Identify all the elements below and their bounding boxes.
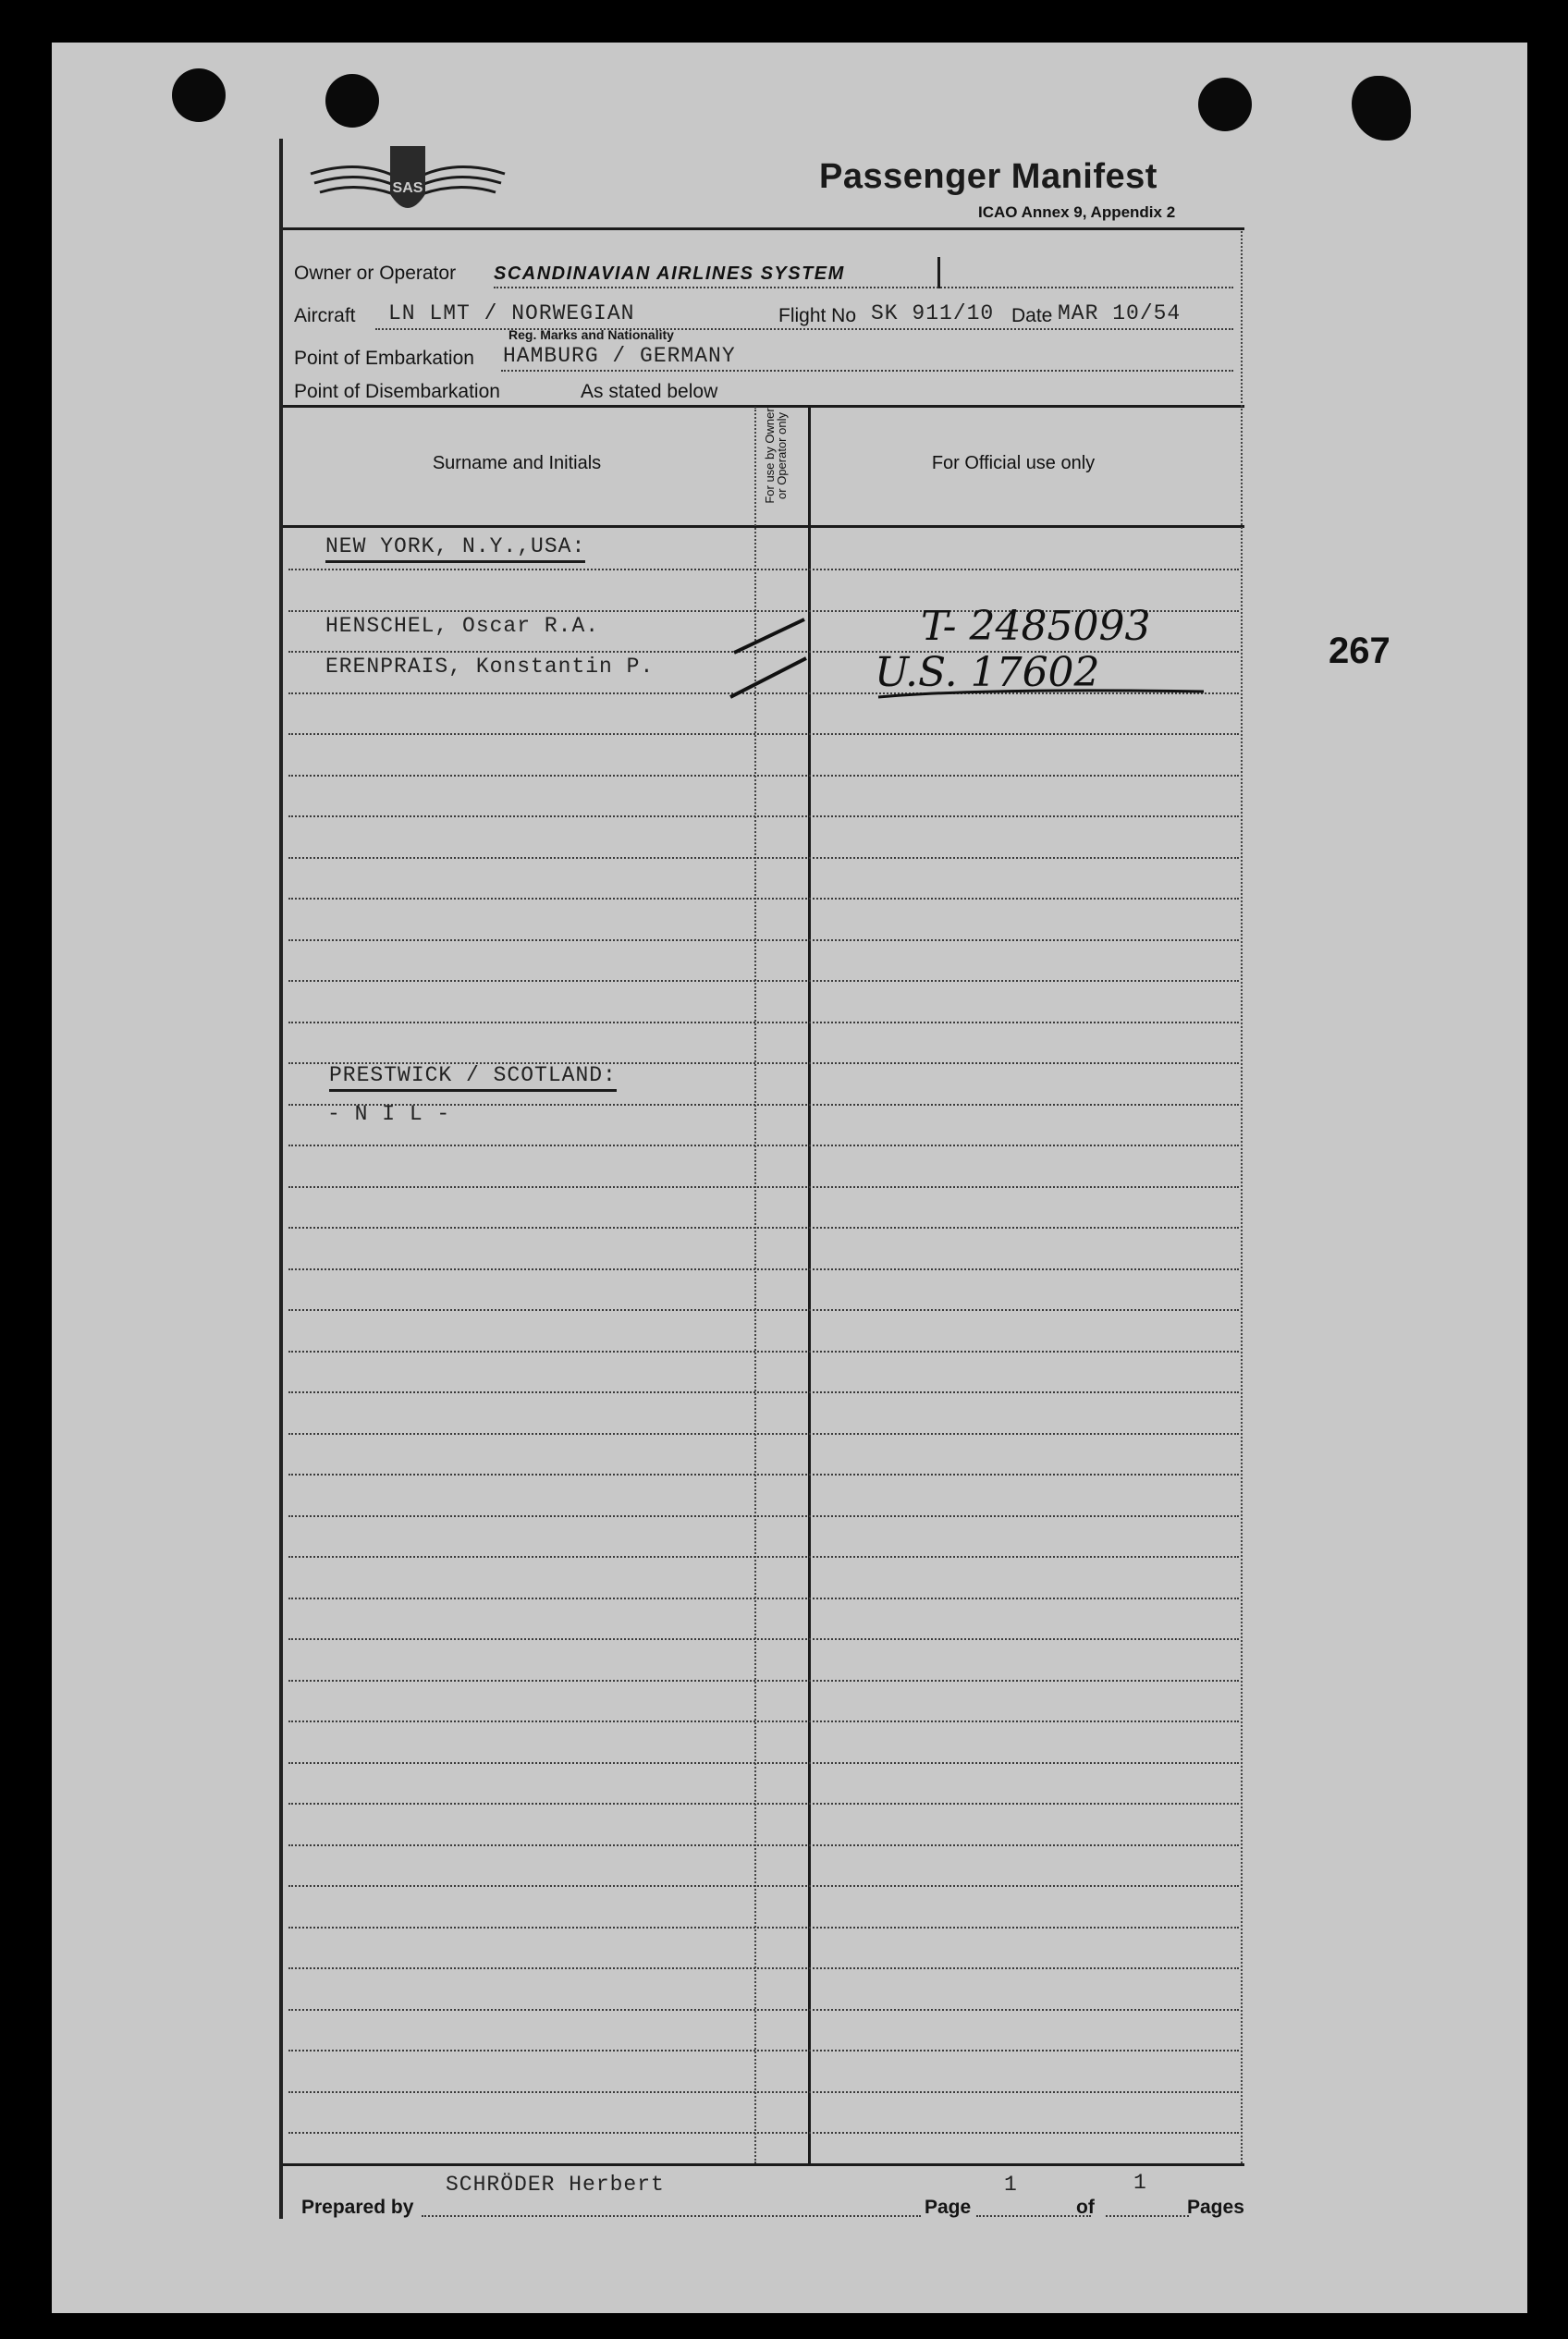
table-rule	[288, 1680, 1239, 1682]
rule	[976, 2215, 1091, 2217]
page-value: 1	[1004, 2173, 1018, 2197]
table-header-bottom-border	[283, 525, 1244, 528]
flight-label: Flight No	[778, 305, 857, 326]
prepared-by-value: SCHRÖDER Herbert	[446, 2173, 665, 2197]
disembarkation-value: As stated below	[581, 381, 718, 402]
document-title: Passenger Manifest	[819, 157, 1158, 196]
aircraft-value: LN LMT / NORWEGIAN	[388, 301, 635, 325]
table-rule	[288, 569, 1239, 570]
official-note: U.S. 17602	[875, 649, 1100, 696]
table-rule	[288, 733, 1239, 735]
destination-heading	[325, 534, 585, 558]
table-rule	[288, 2091, 1239, 2093]
sheet-number: 267	[1329, 631, 1390, 671]
right-border	[1241, 231, 1243, 2163]
column-header-owner-use	[753, 407, 795, 508]
table-rule	[288, 2050, 1239, 2051]
table-rule	[288, 1309, 1239, 1311]
svg-text:SAS: SAS	[392, 180, 423, 196]
table-rule	[288, 1186, 1239, 1188]
embarkation-value: HAMBURG / GERMANY	[503, 344, 736, 368]
official-note: T- 2485093	[921, 603, 1151, 650]
table-rule	[288, 775, 1239, 777]
table-rule	[288, 1474, 1239, 1476]
table-rule	[288, 939, 1239, 941]
destination-heading-text: NEW YORK, N.Y.,USA:	[325, 534, 585, 563]
table-rule	[288, 1762, 1239, 1764]
table-rule	[288, 1844, 1239, 1846]
passenger-name: ERENPRAIS, Konstantin P.	[325, 655, 655, 679]
aircraft-sub-label: Reg. Marks and Nationality	[508, 327, 674, 342]
of-label: of	[1076, 2197, 1095, 2218]
disembarkation-label: Point of Disembarkation	[294, 381, 500, 402]
table-rule	[288, 898, 1239, 900]
table-rule	[288, 1638, 1239, 1640]
table-bottom-border	[283, 2163, 1244, 2166]
embarkation-label: Point of Embarkation	[294, 348, 474, 369]
table-rule	[288, 1391, 1239, 1393]
punch-hole	[172, 68, 226, 122]
table-rule	[288, 1598, 1239, 1599]
sas-winged-crest-icon	[301, 139, 514, 231]
table-rule	[288, 1885, 1239, 1887]
prepared-by-label: Prepared by	[301, 2197, 414, 2218]
punch-hole	[1352, 76, 1411, 141]
of-value: 1	[1133, 2171, 1147, 2195]
date-value: MAR 10/54	[1058, 301, 1182, 325]
date-label: Date	[1011, 305, 1053, 326]
column-header-owner-use-text: For use by Owner or Operator only	[763, 408, 789, 504]
table-rule	[288, 1721, 1239, 1722]
table-rule	[288, 2132, 1239, 2134]
column-header-surname: Surname and Initials	[432, 453, 602, 473]
punch-hole	[1198, 78, 1252, 131]
table-rule	[288, 980, 1239, 982]
table-rule	[288, 1268, 1239, 1270]
rule	[1106, 2215, 1189, 2217]
destination-heading	[329, 1063, 617, 1087]
rule	[375, 328, 1233, 330]
table-rule	[288, 1927, 1239, 1929]
passenger-name: HENSCHEL, Oscar R.A.	[325, 614, 600, 638]
owner-label: Owner or Operator	[294, 263, 457, 284]
checkmark-icon	[717, 601, 819, 703]
flight-value: SK 911/10	[871, 301, 995, 325]
pages-label: Pages	[1187, 2197, 1244, 2218]
column-header-official: For Official use only	[931, 453, 1096, 473]
table-rule	[288, 1351, 1239, 1353]
table-rule	[288, 1556, 1239, 1558]
manifest-form	[279, 139, 1244, 2219]
table-rule	[288, 857, 1239, 859]
table-rule	[288, 1022, 1239, 1023]
destination-heading-text: PRESTWICK / SCOTLAND:	[329, 1063, 617, 1092]
table-rule	[288, 1433, 1239, 1435]
table-rule	[288, 815, 1239, 817]
rule	[494, 287, 1233, 288]
table-rule	[288, 1145, 1239, 1146]
table-rule	[288, 1227, 1239, 1229]
rule	[501, 370, 1233, 372]
document-subtitle: ICAO Annex 9, Appendix 2	[978, 203, 1176, 221]
table-rule	[288, 2009, 1239, 2011]
aircraft-label: Aircraft	[294, 305, 356, 326]
mark	[937, 257, 940, 288]
table-rule	[288, 1967, 1239, 1969]
table-rule	[288, 1803, 1239, 1805]
nil-entry: - N I L -	[327, 1102, 451, 1126]
rule	[422, 2215, 921, 2217]
page-label: Page	[925, 2197, 972, 2218]
handwritten-underline	[875, 680, 1207, 708]
table-rule	[288, 1515, 1239, 1517]
owner-value: SCANDINAVIAN AIRLINES SYSTEM	[494, 263, 845, 284]
divider	[283, 227, 1244, 230]
punch-hole	[325, 74, 379, 128]
